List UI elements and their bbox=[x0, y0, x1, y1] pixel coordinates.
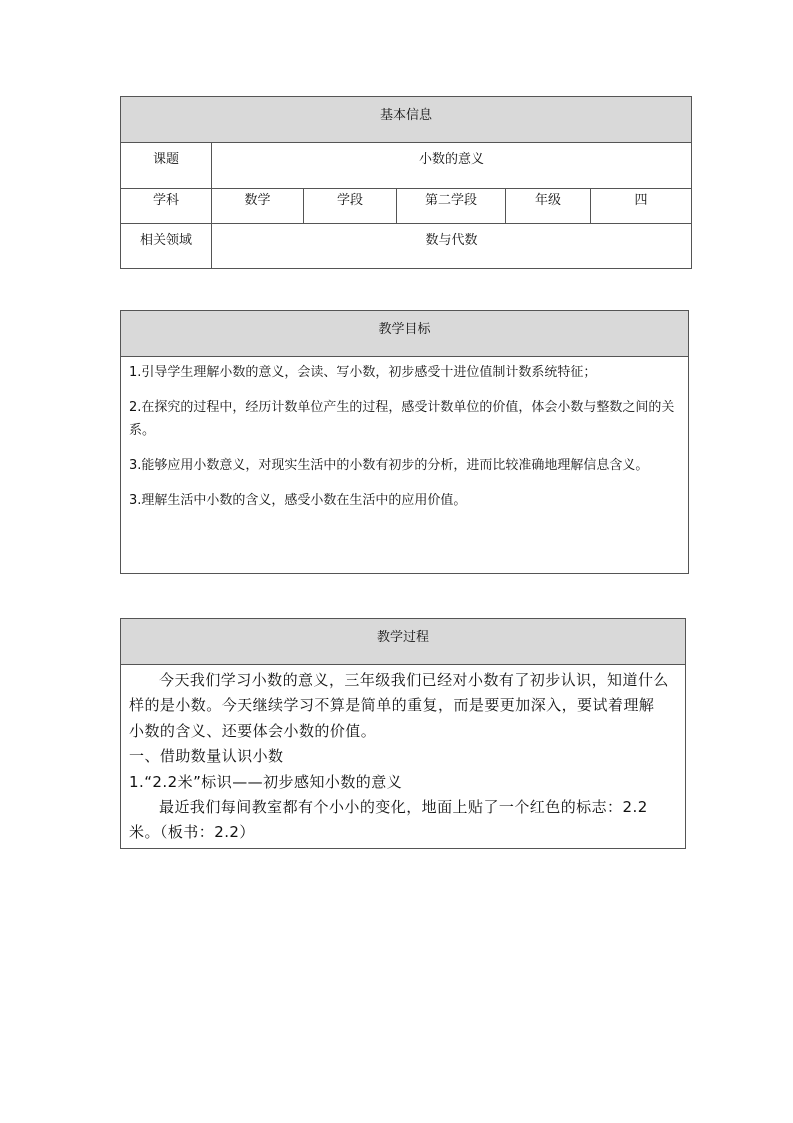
goal-item: 2.在探究的过程中，经历计数单位产生的过程，感受计数单位的价值，体会小数与整数之间的关系。 bbox=[129, 400, 675, 438]
domain-label: 相关领域 bbox=[121, 224, 212, 269]
basic-info-table bbox=[120, 96, 692, 269]
goal-item: 1.引导学生理解小数的意义，会读、写小数，初步感受十进位值制计数系统特征； bbox=[129, 365, 597, 380]
goal-item: 3.理解生活中小数的含义，感受小数在生活中的应用价值。 bbox=[129, 493, 467, 508]
teaching-goals-header: 教学目标 bbox=[121, 311, 689, 357]
process-heading: 一、借助数量认识小数 bbox=[129, 747, 284, 766]
grade-label: 年级 bbox=[506, 189, 591, 224]
topic-value: 小数的意义 bbox=[212, 143, 692, 189]
stage-label: 学段 bbox=[304, 189, 397, 224]
process-paragraph: 今天我们学习小数的意义，三年级我们已经对小数有了初步认识，知道什么样的是小数。今天继续学习不算是简单的重复，而是要更加深入，要试着理解小数的含义、还要体会小数的价值。 bbox=[129, 671, 669, 740]
basic-info-header: 基本信息 bbox=[121, 97, 692, 143]
teaching-process-content bbox=[121, 665, 686, 849]
teaching-process-header: 教学过程 bbox=[121, 619, 686, 665]
subject-value: 数学 bbox=[212, 189, 304, 224]
process-subheading: 1.“2.2米”标识——初步感知小数的意义 bbox=[129, 772, 403, 791]
domain-value: 数与代数 bbox=[212, 224, 692, 269]
teaching-goals-table bbox=[120, 310, 689, 574]
topic-label: 课题 bbox=[121, 143, 212, 189]
teaching-goals-content bbox=[121, 357, 689, 574]
process-paragraph: 最近我们每间教室都有个小小的变化，地面上贴了一个红色的标志：2.2米。（板书：2.2） bbox=[129, 798, 648, 842]
goal-item: 3.能够应用小数意义，对现实生活中的小数有初步的分析，进而比较准确地理解信息含义。 bbox=[129, 458, 649, 473]
teaching-process-table bbox=[120, 618, 686, 849]
grade-value: 四 bbox=[591, 189, 692, 224]
stage-value: 第二学段 bbox=[397, 189, 506, 224]
subject-label: 学科 bbox=[121, 189, 212, 224]
